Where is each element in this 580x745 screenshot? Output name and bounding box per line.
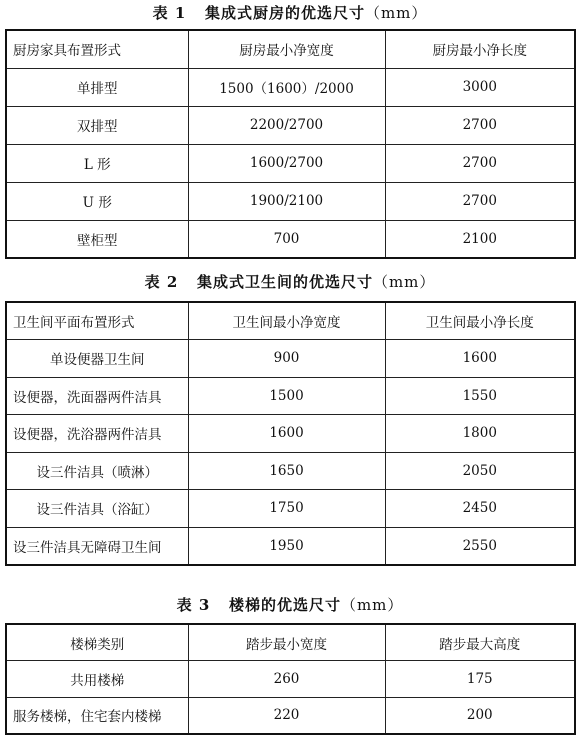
row-label: 共用楼梯: [6, 661, 188, 698]
row-label: 设三件洁具（喷淋）: [6, 452, 188, 490]
table-row: [6, 340, 575, 378]
table-1-number: 表 1: [152, 4, 187, 22]
row-label: L 形: [6, 144, 188, 182]
table-cell: 1550: [385, 377, 575, 415]
table-cell: 200: [385, 697, 575, 734]
table-row: [6, 527, 575, 565]
table-cell: 1600/2700: [188, 144, 385, 182]
header-cell: 楼梯类别: [6, 624, 188, 661]
table-header-row: [6, 302, 575, 340]
table-cell: 1600: [385, 340, 575, 378]
row-label: 双排型: [6, 106, 188, 144]
table-3-caption: [0, 594, 580, 615]
row-label: U 形: [6, 182, 188, 220]
header-cell: 踏步最大高度: [385, 624, 575, 661]
table-cell: 2050: [385, 452, 575, 490]
table-row: [6, 661, 575, 698]
table-cell: 700: [188, 220, 385, 258]
table-row: [6, 697, 575, 734]
table-header-row: [6, 624, 575, 661]
table-row: [6, 377, 575, 415]
table-row: [6, 106, 575, 144]
table-cell: 2550: [385, 527, 575, 565]
row-label: 壁柜型: [6, 220, 188, 258]
bathroom-size-table: [5, 301, 576, 566]
table-3-title: 楼梯的优选尺寸: [228, 596, 341, 614]
table-cell: 2200/2700: [188, 106, 385, 144]
table-cell: 1800: [385, 415, 575, 453]
table-cell: 3000: [385, 68, 575, 106]
table-cell: 1900/2100: [188, 182, 385, 220]
row-label: 服务楼梯，住宅套内楼梯: [6, 697, 188, 734]
table-cell: 1750: [188, 490, 385, 528]
table-cell: 1600: [188, 415, 385, 453]
table-2-unit: （mm）: [372, 273, 436, 291]
table-cell: 2700: [385, 182, 575, 220]
table-row: [6, 68, 575, 106]
header-cell: 厨房最小净宽度: [188, 30, 385, 68]
table-2-number: 表 2: [144, 273, 179, 291]
table-header-row: [6, 30, 575, 68]
table-cell: 1650: [188, 452, 385, 490]
row-label: 设三件洁具（浴缸）: [6, 490, 188, 528]
row-label: 单排型: [6, 68, 188, 106]
table-cell: 260: [188, 661, 385, 698]
table-cell: 2450: [385, 490, 575, 528]
header-cell: 厨房最小净长度: [385, 30, 575, 68]
table-row: [6, 220, 575, 258]
table-row: [6, 415, 575, 453]
table-cell: 1500: [188, 377, 385, 415]
table-cell: 1500（1600）/2000: [188, 68, 385, 106]
table-row: [6, 144, 575, 182]
table-cell: 900: [188, 340, 385, 378]
kitchen-size-table: [5, 29, 576, 259]
table-cell: 2100: [385, 220, 575, 258]
table-cell: 1950: [188, 527, 385, 565]
table-1-unit: （mm）: [364, 4, 428, 22]
table-1-title: 集成式厨房的优选尺寸: [204, 4, 365, 22]
table-row: [6, 452, 575, 490]
header-cell: 厨房家具布置形式: [6, 30, 188, 68]
table-3-number: 表 3: [176, 596, 211, 614]
table-2-title: 集成式卫生间的优选尺寸: [196, 273, 373, 291]
table-3-unit: （mm）: [340, 596, 404, 614]
table-1-caption: [0, 2, 580, 23]
table-cell: 2700: [385, 144, 575, 182]
table-row: [6, 182, 575, 220]
table-cell: 2700: [385, 106, 575, 144]
table-cell: 175: [385, 661, 575, 698]
row-label: 设便器，洗面器两件洁具: [6, 377, 188, 415]
header-cell: 卫生间最小净长度: [385, 302, 575, 340]
header-cell: 卫生间平面布置形式: [6, 302, 188, 340]
row-label: 单设便器卫生间: [6, 340, 188, 378]
row-label: 设三件洁具无障碍卫生间: [6, 527, 188, 565]
row-label: 设便器，洗浴器两件洁具: [6, 415, 188, 453]
header-cell: 卫生间最小净宽度: [188, 302, 385, 340]
header-cell: 踏步最小宽度: [188, 624, 385, 661]
table-cell: 220: [188, 697, 385, 734]
table-2-caption: [0, 271, 580, 292]
table-row: [6, 490, 575, 528]
stair-size-table: [5, 623, 576, 735]
